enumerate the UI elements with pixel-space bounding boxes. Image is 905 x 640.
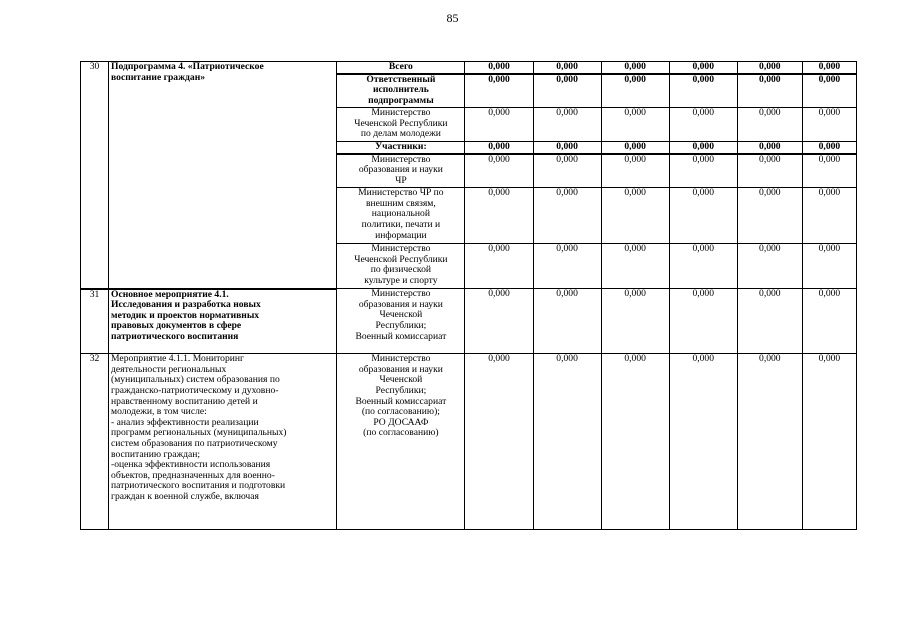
executor-line: образования и науки <box>358 363 443 375</box>
value-cell: 0,000 <box>601 244 669 289</box>
executor-line: национальной <box>371 208 430 220</box>
budget-table <box>80 61 857 530</box>
value-cell: 0,000 <box>802 142 856 154</box>
value-cell: 0,000 <box>601 108 669 142</box>
activity-name-line: молодежи, в том числе: <box>111 406 207 418</box>
executor-line: (по согласованию); <box>361 406 440 418</box>
executor-line: Республики; <box>375 319 427 331</box>
value-cell: 0,000 <box>601 289 669 354</box>
activity-name-line: патриотического воспитания <box>111 331 239 343</box>
value-cell: 0,000 <box>465 154 533 188</box>
table-row <box>81 62 857 74</box>
value-cell: 0,000 <box>669 108 737 142</box>
activity-name <box>109 354 337 530</box>
executor-line: политики, печати и <box>361 218 441 230</box>
value-cell: 0,000 <box>737 244 802 289</box>
value-cell: 0,000 <box>737 154 802 188</box>
value-cell: 0,000 <box>465 244 533 289</box>
executor-line: Всего <box>388 61 413 72</box>
budget-table-body <box>81 62 857 530</box>
executor-line: Чеченской Республики <box>354 117 448 129</box>
executor-line: Чеченской <box>379 309 423 321</box>
value-cell: 0,000 <box>465 74 533 108</box>
executor-line: по делам молодежи <box>360 128 441 140</box>
executor-line: Министерство <box>371 107 431 119</box>
executor-line: Чеченской <box>379 374 423 386</box>
row-number: 32 <box>81 354 109 530</box>
value-cell: 0,000 <box>601 354 669 530</box>
executor-cell <box>337 154 465 188</box>
activity-name-line: деятельности региональных <box>111 363 227 375</box>
value-cell: 0,000 <box>737 354 802 530</box>
value-cell: 0,000 <box>802 108 856 142</box>
value-cell: 0,000 <box>601 142 669 154</box>
activity-name-line: нравственному воспитанию детей и <box>111 395 258 407</box>
activity-name-line: объектов, предназначенных для военно- <box>111 469 275 481</box>
value-cell: 0,000 <box>802 154 856 188</box>
executor-line: Участники: <box>375 141 427 153</box>
activity-name-line: Исследования и разработка новых <box>111 299 261 311</box>
executor-line: Чеченской Республики <box>354 253 448 265</box>
executor-cell <box>337 142 465 154</box>
value-cell: 0,000 <box>802 289 856 354</box>
executor-line: Ответственный <box>366 73 436 85</box>
executor-line: ЧР <box>395 174 407 186</box>
activity-name-line: Основное мероприятие 4.1. <box>111 288 229 300</box>
value-cell: 0,000 <box>533 188 601 244</box>
executor-line: образования и науки <box>358 164 443 176</box>
value-cell: 0,000 <box>533 142 601 154</box>
value-cell: 0,000 <box>601 188 669 244</box>
value-cell: 0,000 <box>669 154 737 188</box>
value-cell: 0,000 <box>669 142 737 154</box>
value-cell: 0,000 <box>669 244 737 289</box>
value-cell: 0,000 <box>465 62 533 74</box>
value-cell: 0,000 <box>669 354 737 530</box>
value-cell: 0,000 <box>802 188 856 244</box>
page-number: 85 <box>446 11 459 25</box>
value-cell: 0,000 <box>669 289 737 354</box>
activity-name-line: гражданско-патриотическому и духовно- <box>111 384 279 396</box>
value-cell: 0,000 <box>465 142 533 154</box>
value-cell: 0,000 <box>601 62 669 74</box>
value-cell: 0,000 <box>533 289 601 354</box>
executor-line: культуре и спорту <box>364 274 438 286</box>
executor-cell <box>337 289 465 354</box>
value-cell: 0,000 <box>533 74 601 108</box>
value-cell: 0,000 <box>802 74 856 108</box>
activity-name-line: Подпрограмма 4. «Патриотическое <box>111 61 264 72</box>
activity-name-line: Мероприятие 4.1.1. Мониторинг <box>111 353 244 365</box>
value-cell: 0,000 <box>601 154 669 188</box>
value-cell: 0,000 <box>737 188 802 244</box>
activity-name <box>109 62 337 289</box>
executor-line: Министерство <box>371 353 431 365</box>
executor-line: Военный комиссариат <box>355 330 447 342</box>
executor-line: РО ДОСААФ <box>373 416 429 428</box>
activity-name-line: правовых документов в сфере <box>111 320 242 332</box>
value-cell: 0,000 <box>737 142 802 154</box>
row-number: 30 <box>81 62 109 289</box>
executor-line: Министерство ЧР по <box>358 187 444 199</box>
executor-line: подпрограммы <box>368 94 434 106</box>
activity-name-line: граждан к военной службе, включая <box>111 490 259 502</box>
executor-line: образования и науки <box>358 298 443 310</box>
executor-line: исполнитель <box>372 84 429 96</box>
executor-cell <box>337 74 465 108</box>
value-cell: 0,000 <box>465 188 533 244</box>
executor-line: (по согласованию) <box>363 427 439 439</box>
activity-name-line: программ региональных (муниципальных) <box>111 427 287 439</box>
executor-line: Республики; <box>375 384 427 396</box>
table-row <box>81 289 857 354</box>
value-cell: 0,000 <box>669 62 737 74</box>
executor-line: Министерство <box>371 243 431 255</box>
executor-cell <box>337 244 465 289</box>
executor-line: внешним связям, <box>365 197 436 209</box>
value-cell: 0,000 <box>737 74 802 108</box>
activity-name-line: систем образования по патриотическому <box>111 437 278 449</box>
row-number: 31 <box>81 289 109 354</box>
value-cell: 0,000 <box>669 74 737 108</box>
executor-cell <box>337 108 465 142</box>
activity-name <box>109 289 337 354</box>
value-cell: 0,000 <box>802 244 856 289</box>
activity-name-line: воспитанию граждан; <box>111 448 201 460</box>
activity-name-line: -оценка эффективности использования <box>111 459 271 471</box>
value-cell: 0,000 <box>533 244 601 289</box>
value-cell: 0,000 <box>465 289 533 354</box>
executor-line: Министерство <box>371 153 431 165</box>
executor-line: Министерство <box>371 288 431 300</box>
executor-cell <box>337 62 465 74</box>
value-cell: 0,000 <box>737 108 802 142</box>
activity-name-line: воспитание граждан» <box>111 71 206 83</box>
executor-cell <box>337 188 465 244</box>
value-cell: 0,000 <box>533 354 601 530</box>
executor-line: по физической <box>370 264 432 276</box>
activity-name-line: (муниципальных) систем образования по <box>111 374 280 386</box>
value-cell: 0,000 <box>533 62 601 74</box>
activity-name-line: - анализ эффективности реализации <box>111 416 259 428</box>
value-cell: 0,000 <box>533 108 601 142</box>
executor-line: Военный комиссариат <box>355 395 447 407</box>
value-cell: 0,000 <box>465 108 533 142</box>
value-cell: 0,000 <box>669 188 737 244</box>
executor-line: информации <box>375 229 427 241</box>
value-cell: 0,000 <box>737 289 802 354</box>
executor-cell <box>337 354 465 530</box>
value-cell: 0,000 <box>601 74 669 108</box>
table-row <box>81 354 857 530</box>
value-cell: 0,000 <box>737 62 802 74</box>
activity-name-line: патриотического воспитания и подготовки <box>111 480 286 492</box>
value-cell: 0,000 <box>533 154 601 188</box>
value-cell: 0,000 <box>802 354 856 530</box>
value-cell: 0,000 <box>802 62 856 74</box>
value-cell: 0,000 <box>465 354 533 530</box>
activity-name-line: методик и проектов нормативных <box>111 309 260 321</box>
